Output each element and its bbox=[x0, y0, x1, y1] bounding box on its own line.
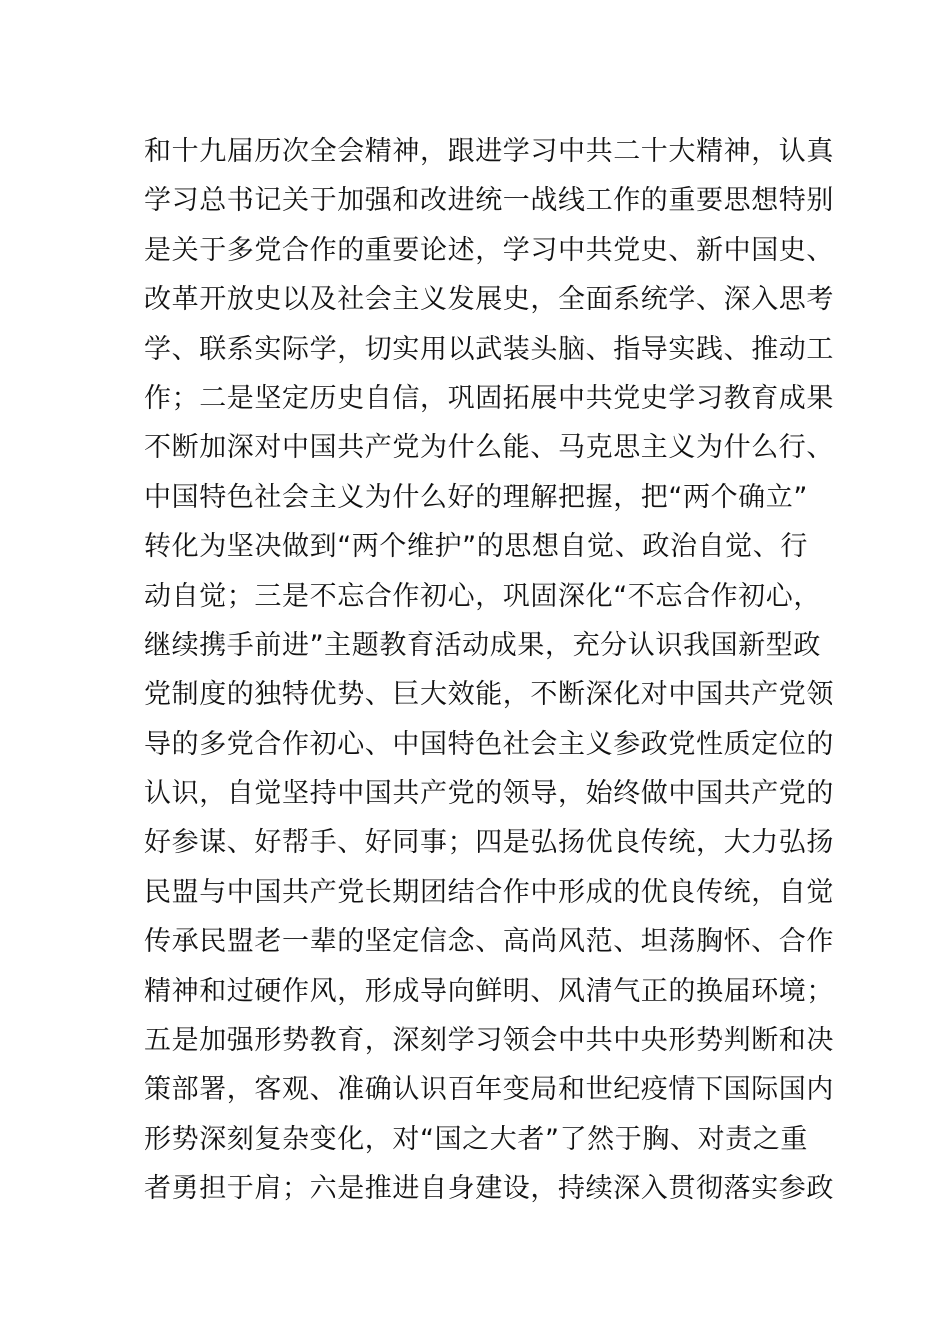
text-line: 动自觉；三是不忘合作初心，巩固深化“不忘合作初心， bbox=[144, 580, 821, 612]
text-line: 继续携手前进”主题教育活动成果，充分认识我国新型政 bbox=[144, 629, 821, 661]
text-line: 不断加深对中国共产党为什么能、马克思主义为什么行、 bbox=[144, 432, 834, 464]
text-line: 党制度的独特优势、巨大效能，不断深化对中国共产党领 bbox=[144, 679, 834, 711]
text-line: 形势深刻复杂变化，对“国之大者”了然于胸、对责之重 bbox=[144, 1123, 808, 1155]
text-line: 是关于多党合作的重要论述，学习中共党史、新中国史、 bbox=[144, 234, 834, 266]
text-line: 学、联系实际学，切实用以武装头脑、指导实践、推动工 bbox=[144, 333, 834, 365]
text-line: 和十九届历次全会精神，跟进学习中共二十大精神，认真 bbox=[144, 136, 834, 167]
text-line: 中国特色社会主义为什么好的理解把握，把“两个确立” bbox=[144, 481, 808, 513]
text-line: 作；二是坚定历史自信，巩固拓展中共党史学习教育成果 bbox=[144, 382, 834, 414]
text-line: 传承民盟老一辈的坚定信念、高尚风范、坦荡胸怀、合作 bbox=[144, 926, 834, 958]
text-line: 五是加强形势教育，深刻学习领会中共中央形势判断和决 bbox=[144, 1025, 834, 1057]
body-text bbox=[144, 127, 834, 1214]
text-line: 导的多党合作初心、中国特色社会主义参政党性质定位的 bbox=[144, 728, 834, 760]
text-line: 好参谋、好帮手、好同事；四是弘扬优良传统，大力弘扬 bbox=[144, 827, 834, 859]
text-line: 者勇担于肩；六是推进自身建设，持续深入贯彻落实参政 bbox=[144, 1173, 834, 1205]
text-line: 认识，自觉坚持中国共产党的领导，始终做中国共产党的 bbox=[144, 778, 834, 810]
text-line: 精神和过硬作风，形成导向鲜明、风清气正的换届环境； bbox=[144, 975, 834, 1007]
text-line: 转化为坚决做到“两个维护”的思想自觉、政治自觉、行 bbox=[144, 531, 808, 563]
text-line: 策部署，客观、准确认识百年变局和世纪疫情下国际国内 bbox=[144, 1074, 834, 1106]
text-line: 学习总书记关于加强和改进统一战线工作的重要思想特别 bbox=[144, 185, 834, 217]
text-line: 改革开放史以及社会主义发展史，全面系统学、深入思考 bbox=[144, 284, 834, 316]
text-line: 民盟与中国共产党长期团结合作中形成的优良传统，自觉 bbox=[144, 876, 834, 908]
